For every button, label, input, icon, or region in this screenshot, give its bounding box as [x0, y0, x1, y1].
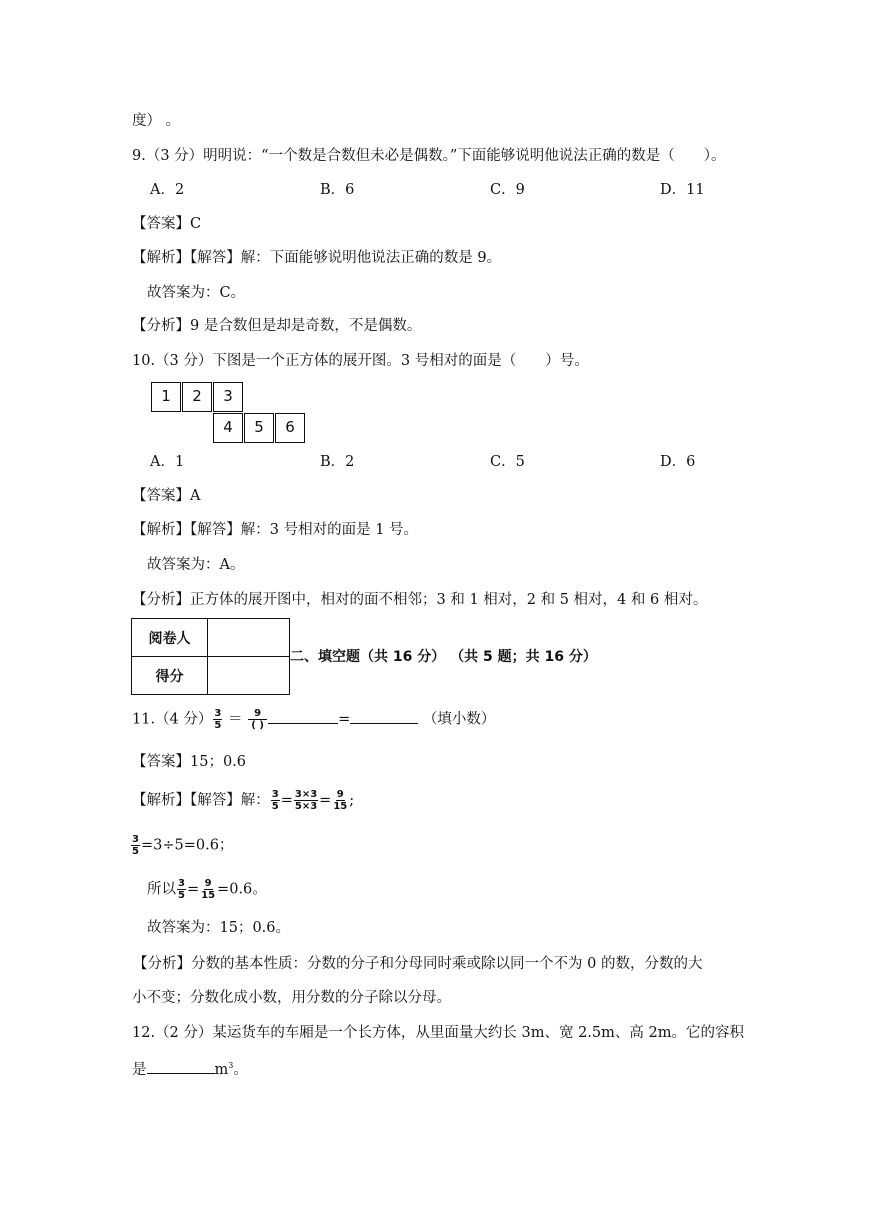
q9-option-a: A．2	[150, 182, 185, 198]
q11-calc2	[131, 834, 233, 857]
reviewer-cell	[208, 619, 290, 657]
q11-blank-1[interactable]	[268, 709, 338, 724]
q11-calc3-frac2: $\frac{9}{15}$	[201, 878, 216, 901]
q11-calc1-frac3: $\frac{9}{15}$	[333, 789, 348, 812]
q11-calc1-frac1: $\frac{3}{5}$	[271, 789, 279, 812]
semicolon: ;	[349, 792, 355, 809]
q9-option-d: D．11	[660, 182, 705, 198]
q9-option-c: C．9	[490, 182, 525, 198]
q11-suffix: （填小数）	[422, 711, 496, 728]
q11-calc2-rest: =3÷5=0.6；	[140, 837, 234, 854]
q11-calc1-frac2: $\frac{3\times 3}{5\times 3}$	[294, 789, 318, 812]
q10-option-a: A．1	[150, 454, 185, 470]
q10-conclusion: 故答案为：A。	[147, 557, 245, 573]
equals: =	[186, 881, 200, 898]
q9-stem: 9.（3 分）明明说：“一个数是合数但未必是偶数。”下面能够说明他说法正确的数是（ ）。	[132, 148, 726, 164]
q9-option-b: B．6	[320, 182, 355, 198]
q11-stem	[132, 708, 495, 731]
cube-net-cell: 1	[151, 382, 181, 412]
q10-stem: 10.（3 分）下图是一个正方体的展开图。3 号相对的面是（ ）号。	[132, 353, 589, 369]
score-table	[131, 618, 290, 695]
q9-conclusion: 故答案为：C。	[147, 285, 246, 301]
q11-prefix: 11.（4 分）	[132, 711, 213, 728]
q12-blank[interactable]	[147, 1059, 215, 1074]
score-label: 得分	[132, 657, 208, 695]
q12-unit: m	[214, 1061, 229, 1078]
cube-net-cell: 3	[213, 382, 243, 412]
q12-stem: 12.（2 分）某运货车的车厢是一个长方体，从里面量大约长 3m、宽 2.5m、高 2m。它的容积	[132, 1025, 744, 1041]
q9-answer: 【答案】C	[132, 216, 202, 232]
cube-net-cell: 4	[213, 413, 243, 443]
equals: =	[319, 792, 332, 809]
section-title: 二、填空题（共 16 分） （共 5 题；共 16 分）	[290, 649, 597, 665]
q11-explanation-line2: 小不变；分数化成小数，用分数的分子除以分母。	[132, 990, 451, 1006]
q10-explanation: 【分析】正方体的展开图中，相对的面不相邻；3 和 1 相对，2 和 5 相对，4 和 6 相对。	[132, 592, 708, 608]
q11-fraction-a: $\frac{3}{5}$	[214, 708, 222, 731]
cube-net-cell: 2	[182, 382, 212, 412]
q11-blank-2[interactable]	[350, 709, 418, 724]
q11-calc3-rest: =0.6。	[217, 881, 267, 898]
q11-calc3-prefix: 所以	[147, 881, 176, 898]
q12-line2	[132, 1056, 248, 1080]
previous-question-fragment: 度） 。	[132, 113, 181, 129]
q10-option-d: D．6	[660, 454, 696, 470]
score-cell	[208, 657, 290, 695]
cube-net-cell: 6	[275, 413, 305, 443]
q9-analysis: 【解析】【解答】解：下面能够说明他说法正确的数是 9。	[132, 250, 502, 266]
q11-calc3	[147, 878, 267, 901]
q11-eq2: =	[338, 711, 351, 728]
q12-line2-prefix: 是	[132, 1061, 147, 1078]
q11-fraction-b: $\frac{9}{( )}$	[248, 708, 267, 731]
q11-answer: 【答案】15；0.6	[132, 754, 247, 770]
q11-calc3-frac1: $\frac{3}{5}$	[178, 878, 185, 901]
reviewer-label: 阅卷人	[132, 619, 208, 657]
q11-analysis	[132, 789, 354, 812]
q11-analysis-prefix: 【解析】【解答】解：	[132, 792, 270, 809]
q10-option-b: B．2	[320, 454, 355, 470]
equals: =	[280, 792, 293, 809]
q10-answer: 【答案】A	[132, 488, 201, 504]
q11-eq1: ＝	[227, 711, 243, 728]
q11-conclusion: 故答案为：15；0.6。	[147, 920, 291, 936]
q10-option-c: C．5	[490, 454, 525, 470]
q12-unit-sup: 3	[228, 1061, 234, 1070]
q12-end: 。	[233, 1061, 248, 1078]
q11-calc2-frac: $\frac{3}{5}$	[132, 834, 139, 857]
q9-explanation: 【分析】9 是合数但是却是奇数，不是偶数。	[132, 318, 422, 334]
q11-explanation-line1: 【分析】分数的基本性质：分数的分子和分母同时乘或除以同一个不为 0 的数，分数的大	[133, 956, 703, 972]
q10-analysis: 【解析】【解答】解：3 号相对的面是 1 号。	[132, 522, 419, 538]
cube-net-cell: 5	[244, 413, 274, 443]
